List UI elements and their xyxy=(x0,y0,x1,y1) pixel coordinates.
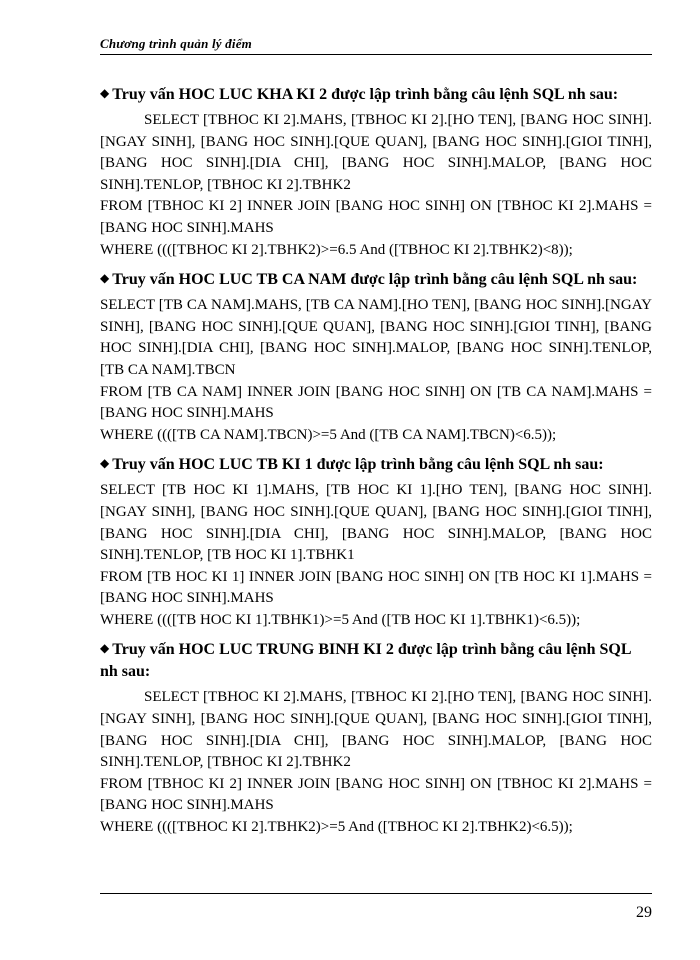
sql-where-clause: WHERE ((([TBHOC KI 2].TBHK2)>=5 And ([TBHOC KI 2].TBHK2)<6.5)); xyxy=(100,819,573,836)
page-number: 29 xyxy=(636,904,652,921)
section-heading-text: Truy vấn HOC LUC KHA KI 2 được lập trình bằng câu lệnh SQL nh sau: xyxy=(112,86,619,103)
document-body xyxy=(100,82,652,839)
header-divider xyxy=(100,54,652,55)
sql-select-clause: SELECT [TB CA NAM].MAHS, [TB CA NAM].[HO TEN], [BANG HOC SINH].[NGAY SINH], [BANG HOC SINH].[QUE QUAN], [BANG HOC SINH].[GIOI TINH], [BANG HOC SINH].[DIA CHI], [BANG HOC SINH].MALOP, [BANG HOC SINH].TENLOP, [TB CA NAM].TBCN xyxy=(100,297,652,378)
query-section-tb-ki1 xyxy=(100,452,652,631)
sql-where-clause: WHERE ((([TB CA NAM].TBCN)>=5 And ([TB CA NAM].TBCN)<6.5)); xyxy=(100,426,557,443)
query-section-kha-ki2 xyxy=(100,82,652,261)
section-heading xyxy=(100,452,652,476)
diamond-bullet-icon: ◆ xyxy=(100,86,110,100)
sql-select-clause: SELECT [TBHOC KI 2].MAHS, [TBHOC KI 2].[HO TEN], [BANG HOC SINH].[NGAY SINH], [BANG HOC SINH].[QUE QUAN], [BANG HOC SINH].[GIOI TINH], [BANG HOC SINH].[DIA CHI], [BANG HOC SINH].MALOP, [BANG HOC SINH].TENLOP, [TBHOC KI 2].TBHK2 xyxy=(100,112,652,193)
diamond-bullet-icon: ◆ xyxy=(100,641,110,656)
sql-where-clause: WHERE ((([TBHOC KI 2].TBHK2)>=6.5 And ([TBHOC KI 2].TBHK2)<8)); xyxy=(100,241,573,258)
sql-from-clause: FROM [TB HOC KI 1] INNER JOIN [BANG HOC SINH] ON [TB HOC KI 1].MAHS = [BANG HOC SINH].MAHS xyxy=(100,568,652,607)
footer-divider xyxy=(100,893,652,894)
page-header-title: Chương trình quản lý điểm xyxy=(100,36,252,51)
diamond-bullet-icon: ◆ xyxy=(100,456,110,471)
sql-from-clause: FROM [TBHOC KI 2] INNER JOIN [BANG HOC SINH] ON [TBHOC KI 2].MAHS = [BANG HOC SINH].MAHS xyxy=(100,775,652,814)
sql-from-clause: FROM [TBHOC KI 2] INNER JOIN [BANG HOC SINH] ON [TBHOC KI 2].MAHS = [BANG HOC SINH].MAHS xyxy=(100,198,652,236)
sql-select-clause: SELECT [TB HOC KI 1].MAHS, [TB HOC KI 1].[HO TEN], [BANG HOC SINH].[NGAY SINH], [BANG HOC SINH].[QUE QUAN], [BANG HOC SINH].[GIOI TINH], [BANG HOC SINH].[DIA CHI], [BANG HOC SINH].MALOP, [BANG HOC SINH].TENLOP, [TB HOC KI 1].TBHK1 xyxy=(100,482,652,564)
section-heading-text: Truy vấn HOC LUC TB CA NAM được lập trình bằng câu lệnh SQL nh sau: xyxy=(112,271,638,289)
sql-where-clause: WHERE ((([TB HOC KI 1].TBHK1)>=5 And ([TB HOC KI 1].TBHK1)<6.5)); xyxy=(100,611,581,628)
diamond-bullet-icon: ◆ xyxy=(100,271,110,286)
query-section-tb-ca-nam xyxy=(100,267,652,446)
section-heading xyxy=(100,267,652,291)
section-heading xyxy=(100,637,652,683)
section-heading-text: Truy vấn HOC LUC TRUNG BINH KI 2 được lập trình bằng câu lệnh SQL nh sau: xyxy=(100,641,631,681)
query-section-trung-binh-ki2 xyxy=(100,637,652,838)
section-heading-text: Truy vấn HOC LUC TB KI 1 được lập trình bằng câu lệnh SQL nh sau: xyxy=(112,456,604,474)
sql-select-clause: SELECT [TBHOC KI 2].MAHS, [TBHOC KI 2].[HO TEN], [BANG HOC SINH].[NGAY SINH], [BANG HOC SINH].[QUE QUAN], [BANG HOC SINH].[GIOI TINH], [BANG HOC SINH].[DIA CHI], [BANG HOC SINH].MALOP, [BANG HOC SINH].TENLOP, [TBHOC KI 2].TBHK2 xyxy=(100,689,652,771)
section-heading xyxy=(100,82,652,106)
sql-from-clause: FROM [TB CA NAM] INNER JOIN [BANG HOC SINH] ON [TB CA NAM].MAHS = [BANG HOC SINH].MAHS xyxy=(100,383,652,422)
